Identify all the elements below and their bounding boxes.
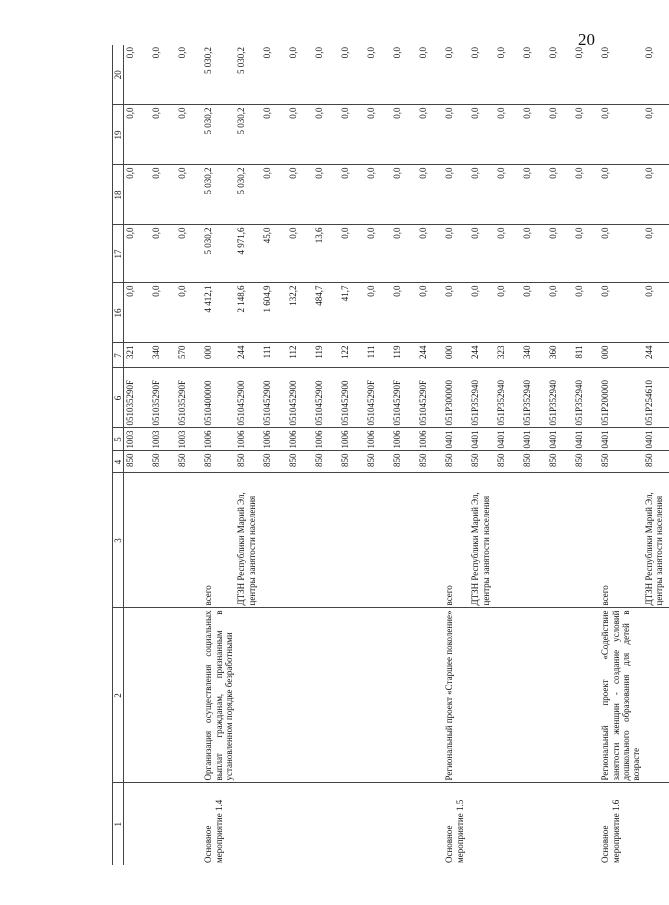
- table-row: [469, 45, 495, 865]
- rzpr-cell: 1006: [391, 428, 417, 451]
- event-cell: [124, 783, 151, 865]
- value-cell: 0,0: [124, 105, 151, 165]
- header-cell: 18: [113, 165, 124, 225]
- value-cell: 0,0: [599, 105, 642, 165]
- event-cell: [261, 783, 287, 865]
- value-cell: 0,0: [287, 105, 313, 165]
- csr-cell: 0510400000: [202, 368, 235, 428]
- csr-cell: 051045290F: [365, 368, 391, 428]
- executor-cell: всего: [443, 473, 469, 608]
- value-cell: 0,0: [365, 45, 391, 105]
- executor-cell: [365, 473, 391, 608]
- value-cell: 0,0: [599, 45, 642, 105]
- table-row: [521, 45, 547, 865]
- grbs-cell: 850: [573, 451, 599, 473]
- description-cell: [469, 608, 495, 783]
- value-cell: 0,0: [287, 225, 313, 283]
- value-cell: 4 971,6: [235, 225, 261, 283]
- value-cell: 0,0: [261, 45, 287, 105]
- executor-cell: [339, 473, 365, 608]
- grbs-cell: 850: [521, 451, 547, 473]
- table-row: [202, 45, 235, 865]
- value-cell: 0,0: [339, 225, 365, 283]
- grbs-cell: 850: [469, 451, 495, 473]
- table-row: [124, 45, 151, 865]
- rzpr-cell: 1003: [150, 428, 176, 451]
- description-cell: [391, 608, 417, 783]
- value-cell: 0,0: [547, 45, 573, 105]
- value-cell: 0,0: [365, 165, 391, 225]
- page-number: 20: [578, 30, 595, 49]
- rzpr-cell: 1003: [124, 428, 151, 451]
- table-row: [313, 45, 339, 865]
- event-cell: [391, 783, 417, 865]
- executor-cell: ДТЗН Республики Марий Эл, центры занятости населения: [469, 473, 495, 608]
- vr-cell: 122: [339, 343, 365, 368]
- value-cell: 0,0: [417, 283, 443, 343]
- value-cell: 0,0: [417, 105, 443, 165]
- value-cell: 0,0: [521, 283, 547, 343]
- value-cell: 0,0: [469, 105, 495, 165]
- description-cell: [313, 608, 339, 783]
- executor-cell: [313, 473, 339, 608]
- value-cell: 0,0: [124, 165, 151, 225]
- value-cell: 0,0: [339, 165, 365, 225]
- description-cell: [573, 608, 599, 783]
- table-row: [287, 45, 313, 865]
- value-cell: 0,0: [124, 45, 151, 105]
- event-cell: [495, 783, 521, 865]
- event-cell: Основное мероприятие 1.4: [203, 799, 224, 863]
- value-cell: 0,0: [176, 225, 202, 283]
- value-cell: 0,0: [643, 165, 669, 225]
- description-cell: [150, 608, 176, 783]
- header-cell: 7: [113, 343, 124, 368]
- executor-cell: [261, 473, 287, 608]
- value-cell: 0,0: [573, 225, 599, 283]
- grbs-cell: 850: [339, 451, 365, 473]
- csr-cell: 051035290F: [176, 368, 202, 428]
- value-cell: 0,0: [495, 283, 521, 343]
- rzpr-cell: 0401: [643, 428, 669, 451]
- description-cell: [235, 608, 261, 783]
- vr-cell: 811: [573, 343, 599, 368]
- value-cell: 5 030,2: [202, 105, 235, 165]
- event-cell: [339, 783, 365, 865]
- event-cell: [313, 783, 339, 865]
- grbs-cell: 850: [313, 451, 339, 473]
- value-cell: 0,0: [417, 45, 443, 105]
- value-cell: 0,0: [643, 105, 669, 165]
- rzpr-cell: 0401: [599, 428, 642, 451]
- table-row: [417, 45, 443, 865]
- table-row: [365, 45, 391, 865]
- header-cell: 17: [113, 225, 124, 283]
- value-cell: 0,0: [287, 45, 313, 105]
- value-cell: 0,0: [176, 45, 202, 105]
- grbs-cell: 850: [417, 451, 443, 473]
- csr-cell: 051035290F: [124, 368, 151, 428]
- value-cell: 132,2: [287, 283, 313, 343]
- header-cell: 6: [113, 368, 124, 428]
- value-cell: 0,0: [469, 225, 495, 283]
- value-cell: 0,0: [391, 165, 417, 225]
- budget-table: [112, 45, 669, 865]
- header-cell: 3: [113, 473, 124, 608]
- csr-cell: 0510452900: [313, 368, 339, 428]
- grbs-cell: 850: [150, 451, 176, 473]
- grbs-cell: 850: [599, 451, 642, 473]
- csr-cell: 051P254610: [643, 368, 669, 428]
- csr-cell: 051045290F: [391, 368, 417, 428]
- table-row: [339, 45, 365, 865]
- event-cell: [521, 783, 547, 865]
- value-cell: 0,0: [547, 225, 573, 283]
- csr-cell: 051035290F: [150, 368, 176, 428]
- event-cell: [469, 783, 495, 865]
- vr-cell: 119: [313, 343, 339, 368]
- table-row: [391, 45, 417, 865]
- value-cell: 0,0: [443, 165, 469, 225]
- description-cell: Организация осуществления социальных выплат гражданам, признанным в установленном порядке безработными: [202, 608, 235, 783]
- value-cell: 0,0: [443, 225, 469, 283]
- table-row: [643, 45, 669, 865]
- value-cell: 0,0: [521, 225, 547, 283]
- vr-cell: 112: [287, 343, 313, 368]
- rzpr-cell: 1006: [339, 428, 365, 451]
- grbs-cell: 850: [261, 451, 287, 473]
- grbs-cell: 850: [235, 451, 261, 473]
- vr-cell: 000: [443, 343, 469, 368]
- description-cell: [365, 608, 391, 783]
- csr-cell: 0510452900: [287, 368, 313, 428]
- executor-cell: [547, 473, 573, 608]
- value-cell: 0,0: [443, 283, 469, 343]
- table-row: [261, 45, 287, 865]
- description-cell: [176, 608, 202, 783]
- value-cell: 0,0: [287, 165, 313, 225]
- description-cell: [261, 608, 287, 783]
- event-cell: [365, 783, 391, 865]
- executor-cell: [150, 473, 176, 608]
- value-cell: 2 148,6: [235, 283, 261, 343]
- csr-cell: 051P200000: [599, 368, 642, 428]
- csr-cell: 0510452900: [235, 368, 261, 428]
- value-cell: 5 030,2: [235, 45, 261, 105]
- value-cell: 0,0: [391, 225, 417, 283]
- grbs-cell: 850: [391, 451, 417, 473]
- value-cell: 0,0: [176, 105, 202, 165]
- value-cell: 0,0: [150, 283, 176, 343]
- csr-cell: 051P352940: [469, 368, 495, 428]
- grbs-cell: 850: [202, 451, 235, 473]
- description-cell: Региональный проект «Старшее поколение»: [443, 608, 469, 783]
- event-cell: [235, 783, 261, 865]
- value-cell: 0,0: [339, 105, 365, 165]
- value-cell: 0,0: [573, 105, 599, 165]
- value-cell: 5 030,2: [235, 165, 261, 225]
- event-cell: [643, 783, 669, 865]
- value-cell: 0,0: [443, 45, 469, 105]
- vr-cell: 244: [469, 343, 495, 368]
- rzpr-cell: 1006: [261, 428, 287, 451]
- description-cell: [417, 608, 443, 783]
- value-cell: 0,0: [443, 105, 469, 165]
- value-cell: 0,0: [495, 105, 521, 165]
- csr-cell: 051P352940: [547, 368, 573, 428]
- value-cell: 4 412,1: [202, 283, 235, 343]
- value-cell: 0,0: [643, 45, 669, 105]
- vr-cell: 000: [202, 343, 235, 368]
- event-cell: [150, 783, 176, 865]
- value-cell: 0,0: [365, 225, 391, 283]
- grbs-cell: 850: [547, 451, 573, 473]
- grbs-cell: 850: [124, 451, 151, 473]
- value-cell: 0,0: [176, 165, 202, 225]
- executor-cell: [287, 473, 313, 608]
- grbs-cell: 850: [176, 451, 202, 473]
- value-cell: 45,0: [261, 225, 287, 283]
- value-cell: 0,0: [391, 45, 417, 105]
- value-cell: 0,0: [339, 45, 365, 105]
- executor-cell: [573, 473, 599, 608]
- value-cell: 0,0: [573, 45, 599, 105]
- table-row: [150, 45, 176, 865]
- event-cell: [287, 783, 313, 865]
- header-cell: 16: [113, 283, 124, 343]
- executor-cell: [417, 473, 443, 608]
- header-cell: 4: [113, 451, 124, 473]
- event-cell: Основное мероприятие 1.6: [600, 799, 621, 863]
- value-cell: 0,0: [365, 283, 391, 343]
- description-cell: [339, 608, 365, 783]
- value-cell: 0,0: [150, 45, 176, 105]
- grbs-cell: 850: [495, 451, 521, 473]
- vr-cell: 244: [235, 343, 261, 368]
- description-cell: [124, 608, 151, 783]
- description-cell: [287, 608, 313, 783]
- value-cell: 0,0: [521, 165, 547, 225]
- value-cell: 0,0: [521, 45, 547, 105]
- rzpr-cell: 1006: [202, 428, 235, 451]
- rzpr-cell: 1003: [176, 428, 202, 451]
- value-cell: 0,0: [573, 165, 599, 225]
- vr-cell: 244: [643, 343, 669, 368]
- rzpr-cell: 1006: [365, 428, 391, 451]
- rzpr-cell: 0401: [547, 428, 573, 451]
- rzpr-cell: 1006: [417, 428, 443, 451]
- vr-cell: 340: [521, 343, 547, 368]
- table-row: [599, 45, 642, 865]
- grbs-cell: 850: [443, 451, 469, 473]
- value-cell: 0,0: [469, 165, 495, 225]
- value-cell: 5 030,2: [202, 165, 235, 225]
- vr-cell: 360: [547, 343, 573, 368]
- value-cell: 0,0: [124, 283, 151, 343]
- value-cell: 0,0: [469, 45, 495, 105]
- value-cell: 0,0: [313, 165, 339, 225]
- event-cell: [573, 783, 599, 865]
- executor-cell: ДТЗН Республики Марий Эл, центры занятости населения: [643, 473, 669, 608]
- value-cell: 0,0: [547, 165, 573, 225]
- grbs-cell: 850: [643, 451, 669, 473]
- rzpr-cell: 0401: [521, 428, 547, 451]
- executor-cell: всего: [202, 473, 235, 608]
- vr-cell: 111: [261, 343, 287, 368]
- value-cell: 0,0: [261, 105, 287, 165]
- vr-cell: 340: [150, 343, 176, 368]
- header-row: [113, 45, 124, 865]
- executor-cell: [521, 473, 547, 608]
- value-cell: 0,0: [495, 165, 521, 225]
- value-cell: 0,0: [313, 105, 339, 165]
- event-cell: [176, 783, 202, 865]
- value-cell: 0,0: [521, 105, 547, 165]
- value-cell: 0,0: [643, 283, 669, 343]
- rzpr-cell: 1006: [287, 428, 313, 451]
- value-cell: 0,0: [417, 165, 443, 225]
- vr-cell: 321: [124, 343, 151, 368]
- value-cell: 5 030,2: [202, 225, 235, 283]
- value-cell: 484,7: [313, 283, 339, 343]
- description-cell: Региональный проект «Содействие занятости женщин - создание условий дошкольного образования для детей в возрасте: [599, 608, 642, 783]
- rzpr-cell: 0401: [495, 428, 521, 451]
- rzpr-cell: 0401: [469, 428, 495, 451]
- value-cell: 0,0: [417, 225, 443, 283]
- rzpr-cell: 0401: [573, 428, 599, 451]
- value-cell: 41,7: [339, 283, 365, 343]
- value-cell: 0,0: [150, 165, 176, 225]
- executor-cell: [391, 473, 417, 608]
- rzpr-cell: 1006: [313, 428, 339, 451]
- rzpr-cell: 0401: [443, 428, 469, 451]
- value-cell: 13,6: [313, 225, 339, 283]
- table-row: [573, 45, 599, 865]
- executor-cell: ДТЗН Республики Марий Эл, центры занятости населения: [235, 473, 261, 608]
- executor-cell: всего: [599, 473, 642, 608]
- vr-cell: 111: [365, 343, 391, 368]
- value-cell: 0,0: [495, 225, 521, 283]
- table-body: [124, 45, 669, 865]
- header-cell: 1: [113, 783, 124, 865]
- vr-cell: 570: [176, 343, 202, 368]
- value-cell: 0,0: [599, 165, 642, 225]
- value-cell: 0,0: [573, 283, 599, 343]
- value-cell: 0,0: [261, 165, 287, 225]
- header-cell: 20: [113, 45, 124, 105]
- value-cell: 0,0: [469, 283, 495, 343]
- vr-cell: 323: [495, 343, 521, 368]
- csr-cell: 051P352940: [573, 368, 599, 428]
- value-cell: 5 030,2: [202, 45, 235, 105]
- value-cell: 0,0: [643, 225, 669, 283]
- value-cell: 0,0: [391, 283, 417, 343]
- value-cell: 0,0: [495, 45, 521, 105]
- table-row: [495, 45, 521, 865]
- description-cell: [521, 608, 547, 783]
- vr-cell: 244: [417, 343, 443, 368]
- value-cell: 0,0: [599, 225, 642, 283]
- description-cell: [495, 608, 521, 783]
- table-row: [235, 45, 261, 865]
- value-cell: 1 604,9: [261, 283, 287, 343]
- value-cell: 0,0: [176, 283, 202, 343]
- value-cell: 0,0: [124, 225, 151, 283]
- table-row: [547, 45, 573, 865]
- event-cell: Основное мероприятие 1.5: [444, 799, 465, 863]
- rzpr-cell: 1006: [235, 428, 261, 451]
- value-cell: 0,0: [365, 105, 391, 165]
- vr-cell: 000: [599, 343, 642, 368]
- value-cell: 0,0: [547, 105, 573, 165]
- header-cell: 5: [113, 428, 124, 451]
- csr-cell: 051P352940: [521, 368, 547, 428]
- value-cell: 0,0: [391, 105, 417, 165]
- executor-cell: [124, 473, 151, 608]
- grbs-cell: 850: [365, 451, 391, 473]
- value-cell: 0,0: [599, 283, 642, 343]
- value-cell: 5 030,2: [235, 105, 261, 165]
- grbs-cell: 850: [287, 451, 313, 473]
- csr-cell: 051P300000: [443, 368, 469, 428]
- description-cell: [643, 608, 669, 783]
- table-row: [176, 45, 202, 865]
- value-cell: 0,0: [547, 283, 573, 343]
- header-cell: 2: [113, 608, 124, 783]
- event-cell: [547, 783, 573, 865]
- csr-cell: 051P352940: [495, 368, 521, 428]
- table-row: [443, 45, 469, 865]
- executor-cell: [176, 473, 202, 608]
- event-cell: [417, 783, 443, 865]
- value-cell: 0,0: [150, 105, 176, 165]
- vr-cell: 119: [391, 343, 417, 368]
- value-cell: 0,0: [313, 45, 339, 105]
- csr-cell: 0510452900: [261, 368, 287, 428]
- executor-cell: [495, 473, 521, 608]
- value-cell: 0,0: [150, 225, 176, 283]
- header-cell: 19: [113, 105, 124, 165]
- description-cell: [547, 608, 573, 783]
- csr-cell: 051045290F: [417, 368, 443, 428]
- csr-cell: 0510452900: [339, 368, 365, 428]
